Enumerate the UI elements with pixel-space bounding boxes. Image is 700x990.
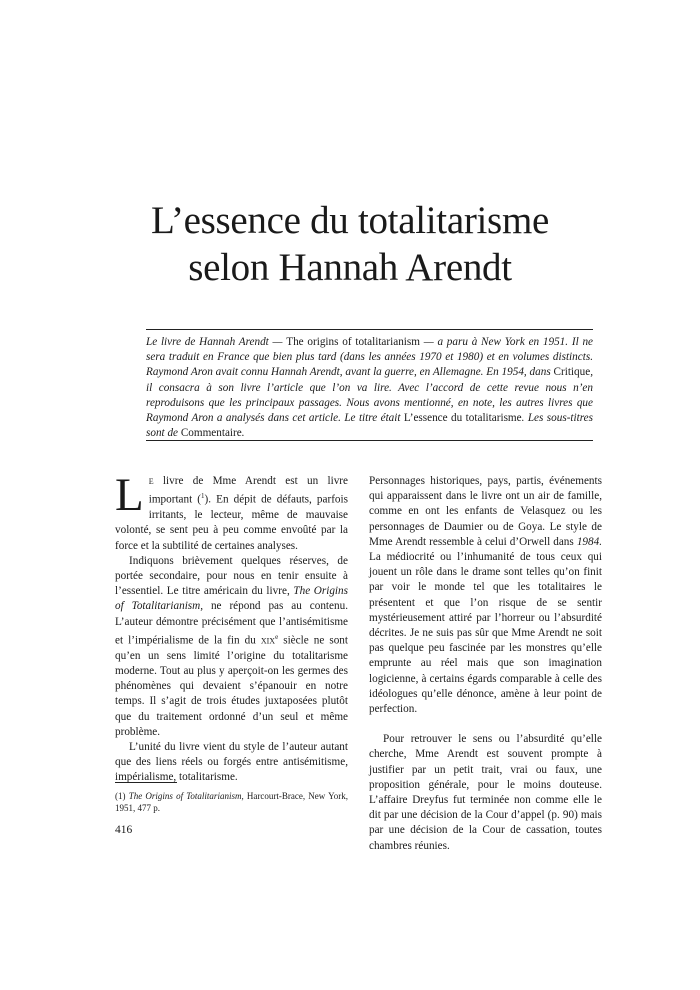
footnote-rule: [115, 782, 177, 783]
paragraph-text: Indiquons brièvement quelques réserves, de portée secondaire, pour nous en tenir ensuite à l’essentiel. Le titre américain du livre,: [115, 554, 348, 598]
intro-bottom-rule: [146, 440, 593, 441]
right-column: [369, 474, 602, 854]
title-line-2: selon Hannah Arendt: [188, 246, 512, 289]
small-caps-text: e: [148, 475, 154, 487]
paragraph-1: [115, 469, 348, 554]
paragraph-text: ne répond pas au contenu. L’auteur démontre précisément que l’antisémitisme et l’impérialisme de la fin du: [115, 600, 348, 647]
intro-part: . Les sous-titres sont de: [146, 412, 593, 440]
footnote: [115, 790, 348, 814]
footnote-ref: 1: [201, 492, 205, 501]
paragraph-2: [115, 554, 348, 740]
paragraph-4: [369, 474, 602, 717]
book-title: 1984.: [576, 535, 602, 548]
superscript: e: [275, 632, 279, 641]
intro-top-rule: [146, 329, 593, 330]
intro-part: .: [241, 427, 245, 440]
paragraph-3: L’unité du livre vient du style de l’auteur autant que des liens réels ou forgés entre antisémitisme, impérialisme, totalitarisme.: [115, 740, 348, 784]
century-numeral: xix: [260, 634, 276, 647]
intro-original-title: L’essence du totalitarisme: [403, 412, 522, 425]
paragraph-text: La médiocrité ou l’inhumanité de tous ceux qui jouent un rôle dans le drame sont telles qu’on finit par voir le monde tel que les totalitaires le présentent et que l’on risque de se sentir mystérieusement attiré par l’horreur ou l’absurdité décrites. Je ne suis pas sûr que Mme Arendt ne soit pas quelque peu fascinée par les monstres qu’elle emprunte au réel mais que son imagination logicienne, à certains égards comparable à celle des idéologues qu’elle dénonce, amène à leur point de perfection.: [369, 551, 602, 716]
page-number: 416: [115, 824, 133, 836]
intro-journal-name: Commentaire: [180, 427, 242, 440]
article-title: [0, 197, 700, 291]
drop-cap: L: [115, 469, 144, 521]
paragraph-text: livre de Mme Arendt est un livre important (: [148, 475, 348, 506]
footnote-text: Harcourt-Brace, New York, 1951, 477 p.: [115, 791, 348, 813]
paragraph-text: Personnages historiques, pays, partis, événements qui apparaissent dans le livre ont un air de famille, comme en ont les enfants de Velasquez ou les personnages de Daumier ou de Goya. Le style de Mme Arendt ressemble à celui d’Orwell dans: [369, 475, 602, 548]
intro-book-title: The origins of totalitarianism: [286, 336, 420, 348]
editorial-introduction: [146, 335, 593, 441]
title-line-1: L’essence du totalitarisme: [151, 199, 549, 242]
paragraph-text: siècle ne sont qu’en un sens limité l’origine du totalitarisme moderne. Tout au plus y aperçoit-on les germes des phénomènes qui devaient s’épanouir en notre temps. Il s’agit de trois études juxtaposées plutôt que du traitement ordonné d’un seul et même problème.: [115, 634, 348, 738]
footnote-book-title: The Origins of Totalitarianism,: [128, 791, 244, 801]
left-column: [115, 469, 348, 786]
paragraph-5: Pour retrouver le sens ou l’absurdité qu’elle cherche, Mme Arendt est souvent prompte à justifier par un petit trait, vrai ou faux, une proposition générale, pour le moins douteuse. L’affaire Dreyfus fut terminée non comme elle le dit par une décision de la Cour d’appel (p. 90) mais par une décision de la Cour de cassation, toutes chambres réunies.: [369, 733, 602, 852]
book-title: The Origins of Totalitarianism,: [115, 585, 348, 613]
intro-part: Le livre de Hannah Arendt —: [146, 336, 287, 348]
footnote-number: (1): [115, 791, 129, 801]
intro-journal-name: Critique: [553, 366, 591, 379]
paragraph-text: ). En dépit de défauts, parfois irritants, le lecteur, même de mauvaise volonté, se sent peu à peu comme envoûté par la force et la subtilité de certaines analyses.: [115, 493, 348, 552]
intro-part: , il consacra à son livre l’article que l’on va lire. Avec l’accord de cette revue nous n’en reproduisons que les principaux passages. Nous avons mentionné, en note, les autres livres que Raymond Aron a analysés dans cet article. Le titre était: [146, 366, 593, 425]
intro-part: — a paru à New York en 1951. Il ne sera traduit en France que bien plus tard (dans les années 1970 et 1980) et en volumes distincts. Raymond Aron avait connu Hannah Arendt, avant la guerre, en Allemagne. En 1954, dans: [146, 336, 593, 379]
